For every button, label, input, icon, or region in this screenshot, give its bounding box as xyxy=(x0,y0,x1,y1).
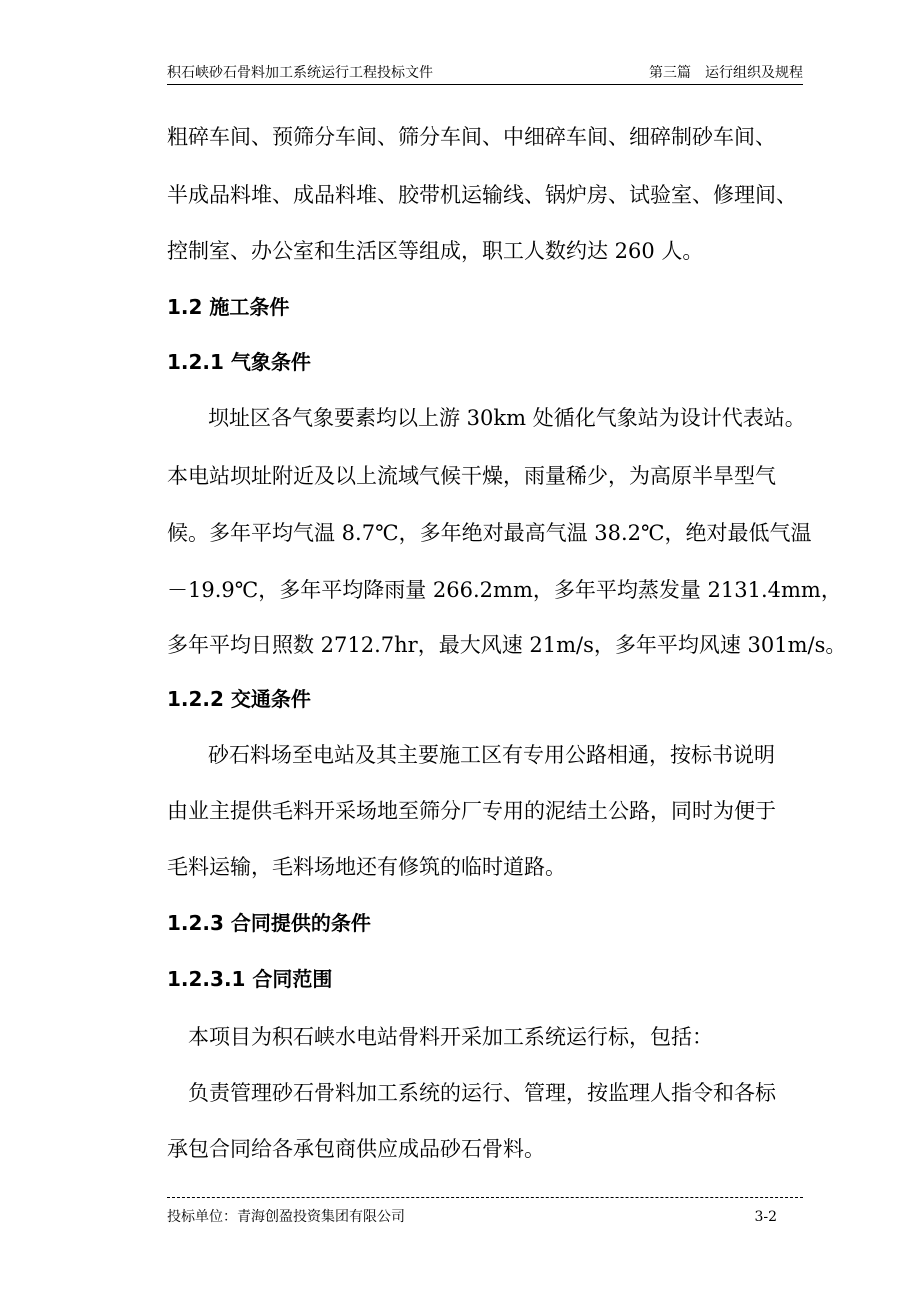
traffic-line-3: 毛料运输，毛料场地还有修筑的临时道路。 xyxy=(167,855,566,879)
page-header xyxy=(167,62,803,85)
heading-1-2-2: 1.2.2 交通条件 xyxy=(167,687,311,711)
weather-line-5: 多年平均日照数 2712.7hr，最大风速 21m/s，多年平均风速 301m/s。 xyxy=(167,633,847,657)
heading-1-2-3-1: 1.2.3.1 合同范围 xyxy=(167,967,333,991)
header-document-title: 积石峡砂石骨料加工系统运行工程投标文件 xyxy=(167,65,433,81)
header-chapter-title: 第三篇 运行组织及规程 xyxy=(649,65,803,81)
heading-1-2-3: 1.2.3 合同提供的条件 xyxy=(167,911,371,935)
weather-line-2: 本电站坝址附近及以上流域气候干燥，雨量稀少，为高原半旱型气 xyxy=(167,464,776,488)
intro-line-3: 控制室、办公室和生活区等组成，职工人数约达 260 人。 xyxy=(167,239,704,263)
scope-line-1: 本项目为积石峡水电站骨料开采加工系统运行标，包括： xyxy=(188,1025,713,1049)
footer-divider xyxy=(167,1197,803,1198)
weather-line-1: 坝址区各气象要素均以上游 30km 处循化气象站为设计代表站。 xyxy=(208,406,806,430)
heading-1-2-1: 1.2.1 气象条件 xyxy=(167,350,311,374)
footer-bidder: 投标单位：青海创盈投资集团有限公司 xyxy=(167,1209,405,1225)
weather-line-3: 候。多年平均气温 8.7℃，多年绝对最高气温 38.2℃，绝对最低气温 xyxy=(167,521,812,545)
traffic-line-2: 由业主提供毛料开采场地至筛分厂专用的泥结土公路，同时为便于 xyxy=(167,799,776,823)
page-footer xyxy=(167,1207,777,1227)
intro-line-2: 半成品料堆、成品料堆、胶带机运输线、锅炉房、试验室、修理间、 xyxy=(167,183,797,207)
page-number: 3-2 xyxy=(754,1209,777,1225)
heading-1-2: 1.2 施工条件 xyxy=(167,295,290,319)
traffic-line-1: 砂石料场至电站及其主要施工区有专用公路相通，按标书说明 xyxy=(208,743,775,767)
intro-line-1: 粗碎车间、预筛分车间、筛分车间、中细碎车间、细碎制砂车间、 xyxy=(167,125,776,149)
weather-line-4: －19.9℃，多年平均降雨量 266.2mm，多年平均蒸发量 2131.4mm， xyxy=(167,578,842,602)
scope-line-2: 负责管理砂石骨料加工系统的运行、管理，按监理人指令和各标 xyxy=(188,1081,776,1105)
scope-line-3: 承包合同给各承包商供应成品砂石骨料。 xyxy=(167,1137,545,1161)
